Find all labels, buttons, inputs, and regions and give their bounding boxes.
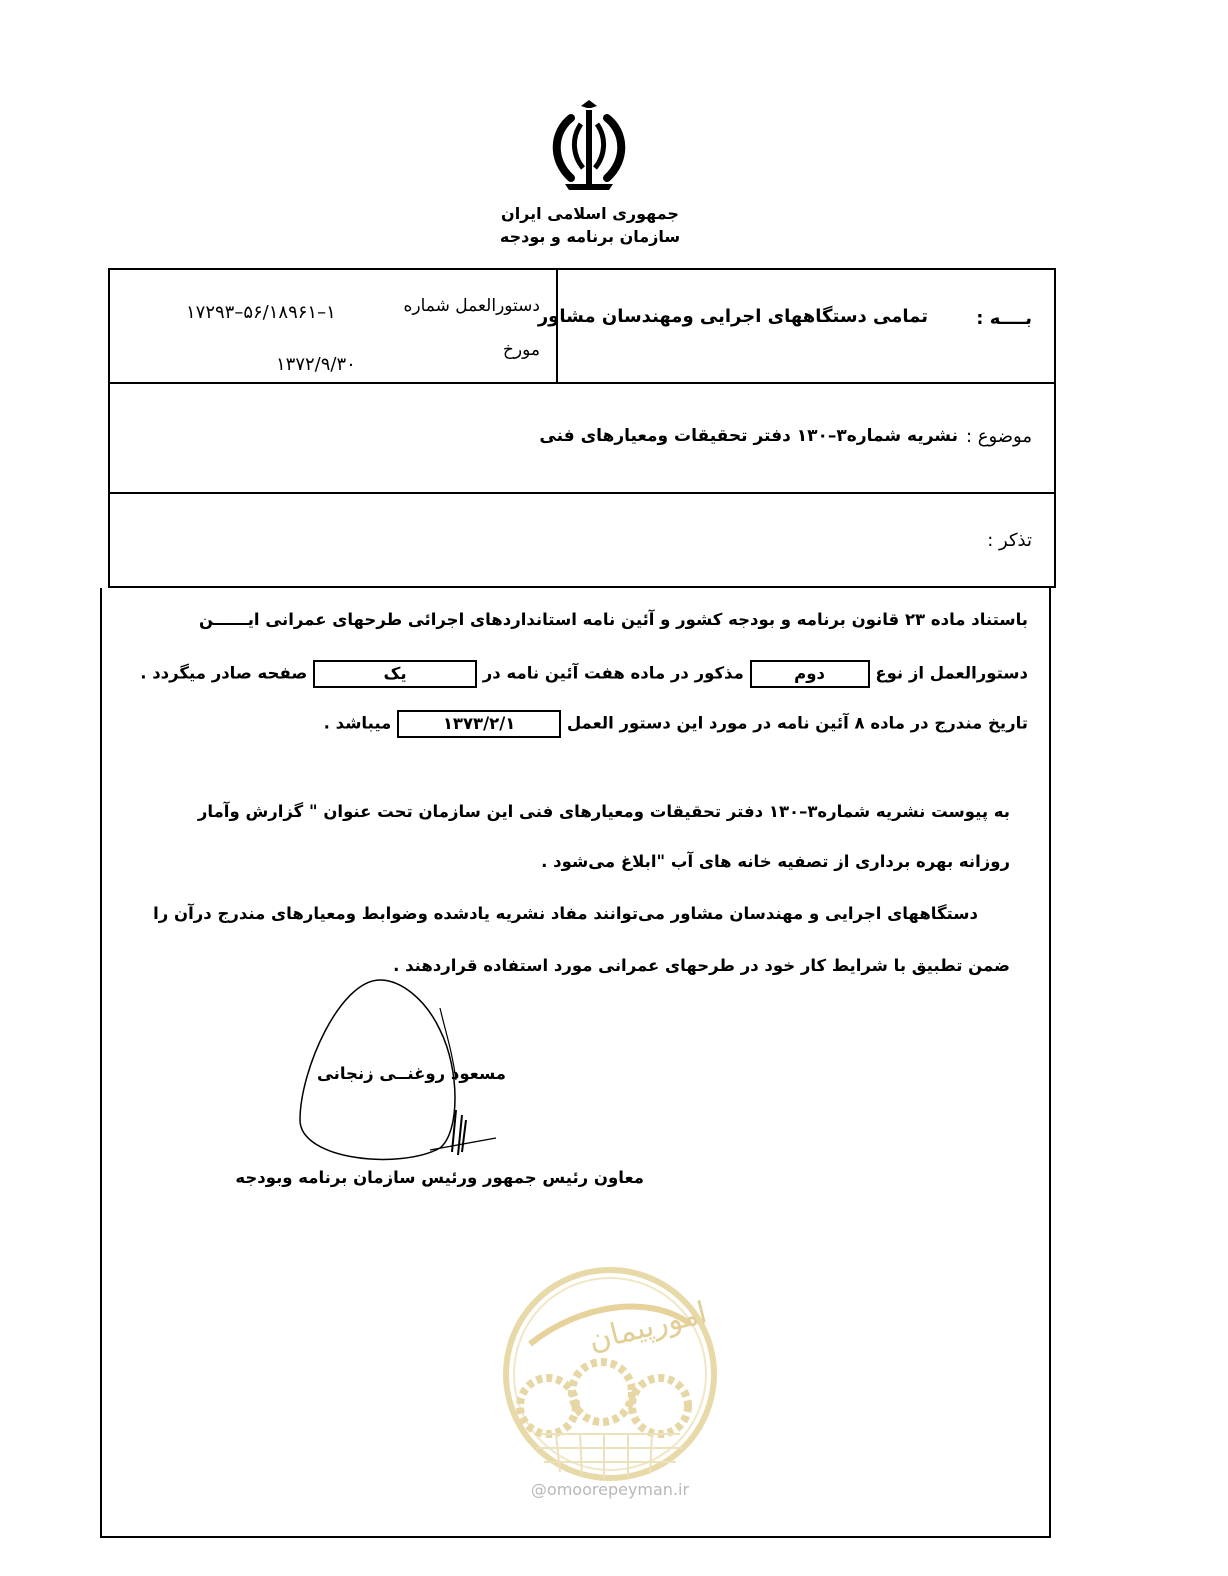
subject-value: نشریه شماره۳–۱۳۰ دفتر تحقیقات ومعیارهای فنی (539, 426, 958, 446)
page-border-right (1049, 588, 1051, 1538)
watermark-url: @omoorepeyman.ir (530, 1480, 690, 1499)
signatory-name: مسعود روغنــی زنجانی (316, 1064, 506, 1083)
p1-line2-text-a: دستورالعمل از نوع (875, 663, 1028, 683)
subject-label: موضوع : (965, 426, 1032, 447)
effective-date-box: ۱۳۷۳/۲/۱ (397, 710, 561, 738)
body-p1-line3 (324, 710, 1028, 738)
p1-line3-text-a: تاریخ مندرج در ماده ۸ آئین نامه در مورد این دستور العمل (566, 713, 1028, 733)
svg-text:امورپیمان: امورپیمان (585, 1295, 711, 1359)
body-p1-line2 (140, 660, 1028, 688)
org-name-line1: جمهوری اسلامی ایران (501, 204, 679, 223)
page-count-box: یک (313, 660, 477, 688)
directive-number-label: دستورالعمل شماره (403, 296, 540, 316)
page-border-left (100, 588, 102, 1538)
header-divider-vertical (556, 270, 558, 384)
recipient-label: بــــه : (976, 308, 1032, 329)
signatory-title: معاون رئیس جمهور ورئیس سازمان برنامه وبودجه (235, 1168, 644, 1187)
iran-emblem-icon (541, 98, 637, 198)
body-p3-line1: دستگاههای اجرایی و مهندسان مشاور می‌توانند مفاد نشریه یادشده وضوابط ومعیارهای مندرج درآن را (153, 904, 978, 923)
body-p2-line1: به پیوست نشریه شماره۳–۱۳۰ دفتر تحقیقات ومعیارهای فنی این سازمان تحت عنوان " گزارش وآمار (197, 802, 1010, 821)
p1-line2-text-c: صفحه صادر میگردد . (140, 663, 308, 683)
omoorepeyman-watermark-seal-icon (500, 1264, 720, 1512)
date-value: ۱۳۷۲/۹/۳۰ (276, 354, 356, 375)
header-divider-1 (110, 382, 1054, 384)
body-p1-line1: باستناد ماده ۲۳ قانون برنامه و بودجه کشور و آئین نامه استانداردهای اجرائی طرحهای عمرانی ایــــــن (199, 610, 1028, 629)
header-divider-2 (110, 492, 1054, 494)
body-p3-line2: ضمن تطبیق با شرایط کار خود در طرحهای عمرانی مورد استفاده قراردهند . (393, 956, 1010, 975)
org-name-line2: سازمان برنامه و بودجه (499, 227, 681, 246)
date-label: مورخ (502, 340, 540, 360)
p1-line3-text-b: میباشد . (323, 713, 392, 733)
directive-type-box: دوم (750, 660, 870, 688)
recipient-value: تمامی دستگاههای اجرایی ومهندسان مشاور (537, 306, 928, 327)
directive-number-value: ۱۷۲۹۳–۵۶/۱۸۹۶۱–۱ (186, 302, 336, 323)
body-p2-line2: روزانه بهره برداری از تصفیه خانه های آب "ابلاغ می‌شود . (541, 852, 1010, 871)
page-border-bottom (100, 1536, 1051, 1538)
note-label: تذکر : (987, 530, 1032, 551)
p1-line2-text-b: مذکور در ماده هفت آئین نامه در (482, 663, 744, 683)
